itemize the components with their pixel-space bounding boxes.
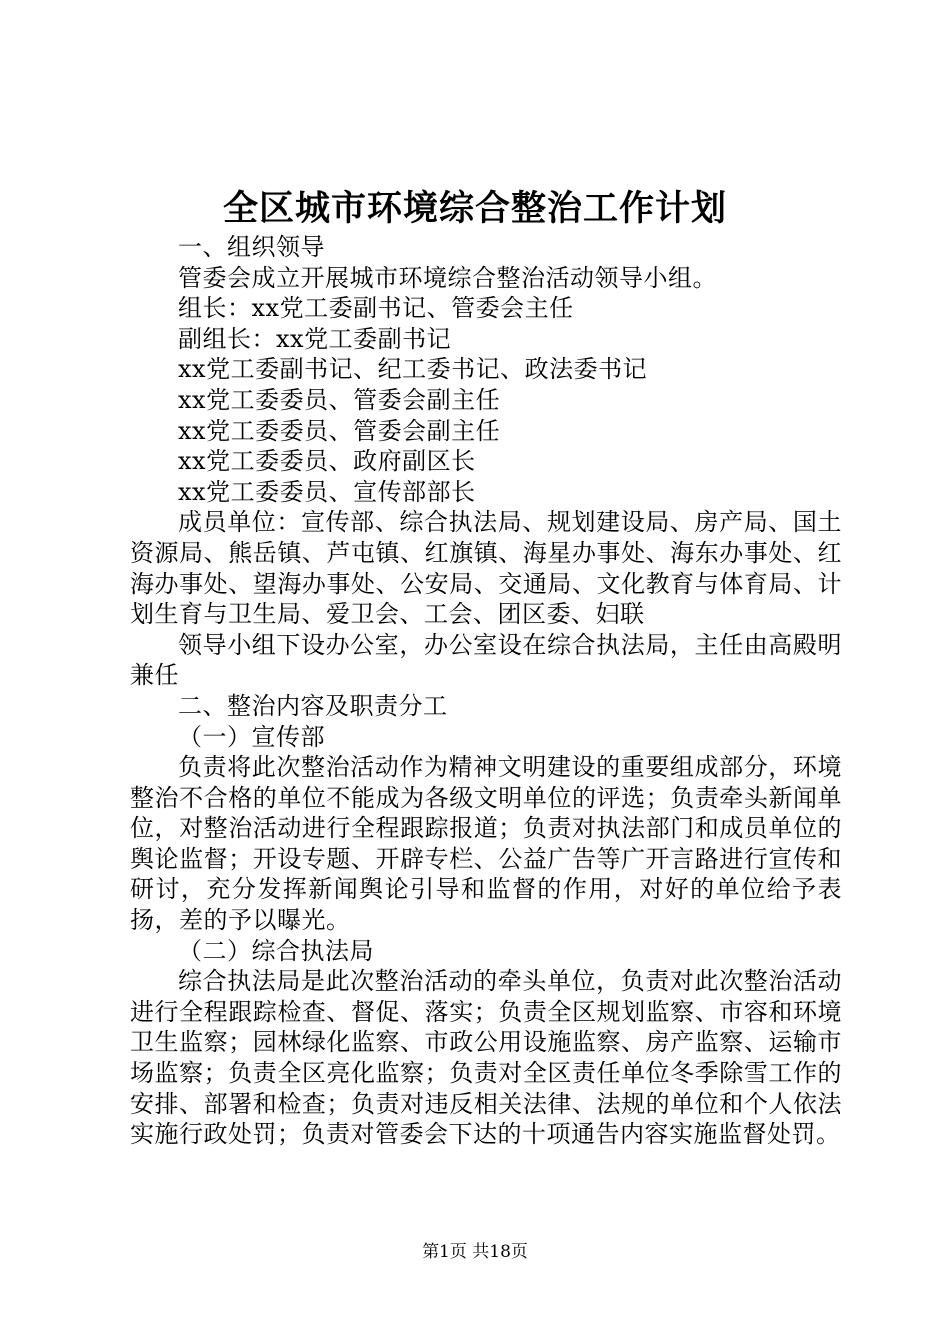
member-line: xx党工委委员、政府副区长 — [178, 447, 476, 476]
section-heading: 一、组织领导 — [178, 233, 325, 261]
office-paragraph: 领导小组下设办公室，办公室设在综合执法局，主任由高殿明兼任 — [130, 630, 842, 690]
paragraph: 负责将此次整治活动作为精神文明建设的重要组成部分，环境整治不合格的单位不能成为各级文明单位的评选；负责牵头新闻单位，对整治活动进行全程跟踪报道；负责对执法部门和成员单位的舆论监督；开设专题、开辟专栏、公益广告等广开言路进行宣传和研讨，充分发挥新闻舆论引导和监督的作用，对好的单位给予表扬，差的予以曝光。 — [130, 753, 842, 935]
member-line: xx党工委委员、宣传部部长 — [178, 477, 476, 506]
paragraph: 综合执法局是此次整治活动的牵头单位，负责对此次整治活动进行全程跟踪检查、督促、落实；负责全区规划监察、市容和环境卫生监察；园林绿化监察、市政公用设施监察、房产监察、运输市场监察；负责全区亮化监察；负责对全区责任单位冬季除雪工作的安排、部署和检查；负责对违反相关法律、法规的单位和个人依法实施行政处罚；负责对管委会下达的十项通告内容实施监督处罚。 — [130, 967, 842, 1149]
deputy-leader-line: 副组长：xx党工委副书记 — [178, 324, 452, 353]
member-line: xx党工委委员、管委会副主任 — [178, 385, 501, 414]
paragraph: 管委会成立开展城市环境综合整治活动领导小组。 — [178, 263, 717, 292]
page-number: 第1页 共18页 — [422, 1242, 528, 1262]
subsection-heading: （一）宣传部 — [178, 722, 325, 751]
subsection-heading: （二）综合执法局 — [178, 936, 374, 965]
leader-line: 组长：xx党工委副书记、管委会主任 — [178, 294, 574, 323]
member-line: xx党工委副书记、纪工委书记、政法委书记 — [178, 355, 648, 384]
section-heading: 二、整治内容及职责分工 — [178, 691, 448, 720]
document-title: 全区城市环境综合整治工作计划 — [222, 188, 727, 229]
document-body — [130, 232, 842, 1150]
member-line: xx党工委委员、管委会副主任 — [178, 416, 501, 445]
member-units-paragraph: 成员单位：宣传部、综合执法局、规划建设局、房产局、国土资源局、熊岳镇、芦屯镇、红旗镇、海星办事处、海东办事处、红海办事处、望海办事处、公安局、交通局、文化教育与体育局、计划生育与卫生局、爱卫会、工会、团区委、妇联 — [130, 508, 842, 629]
